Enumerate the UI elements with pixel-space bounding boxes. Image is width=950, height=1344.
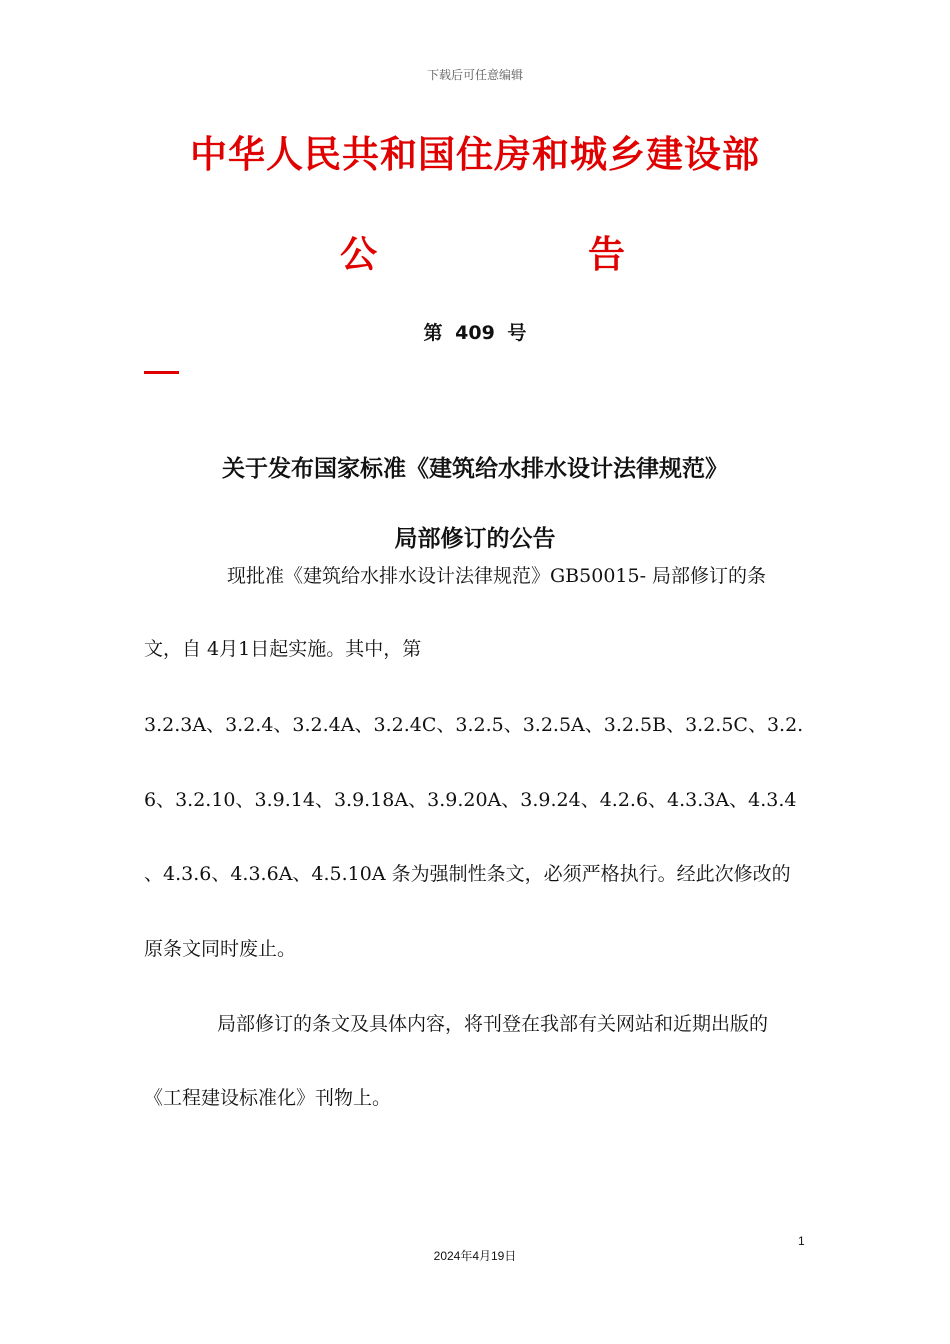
announcement-char-left: 公 — [340, 233, 377, 276]
body-line-3: 3.2.3A、3.2.4、3.2.4A、3.2.4C、3.2.5、3.2.5A、3.2.5B、3.2.5C、3.2. — [144, 714, 804, 736]
red-divider — [144, 371, 179, 374]
notice-title-line-2: 局部修订的公告 — [394, 526, 556, 552]
body-line-5: 、4.3.6、4.3.6A、4.5.10A 条为强制性条文，必须严格执行。经此次修改的 — [144, 863, 791, 885]
page-number: 1 — [798, 1234, 805, 1248]
body-line-4: 6、3.2.10、3.9.14、3.9.18A、3.9.20A、3.9.24、4.2.6、4.3.3A、4.3.4 — [144, 789, 797, 811]
header-note: 下载后可任意编辑 — [426, 68, 523, 82]
notice-title-line-1: 关于发布国家标准《建筑给水排水设计法律规范》 — [222, 456, 728, 482]
document-number: 第 409 号 — [423, 322, 527, 344]
footer-date: 2024年4月19日 — [433, 1249, 517, 1263]
body-line-1: 现批准《建筑给水排水设计法律规范》GB50015- 局部修订的条 — [227, 565, 767, 587]
body-line-6: 原条文同时废止。 — [144, 938, 297, 960]
body-line-8: 《工程建设标准化》刊物上。 — [144, 1087, 392, 1109]
body-line-2: 文，自 4月1日起实施。其中，第 — [144, 638, 422, 660]
organization-title: 中华人民共和国住房和城乡建设部 — [190, 133, 760, 176]
announcement-char-right: 告 — [588, 233, 625, 276]
body-line-7: 局部修订的条文及具体内容，将刊登在我部有关网站和近期出版的 — [217, 1013, 769, 1035]
